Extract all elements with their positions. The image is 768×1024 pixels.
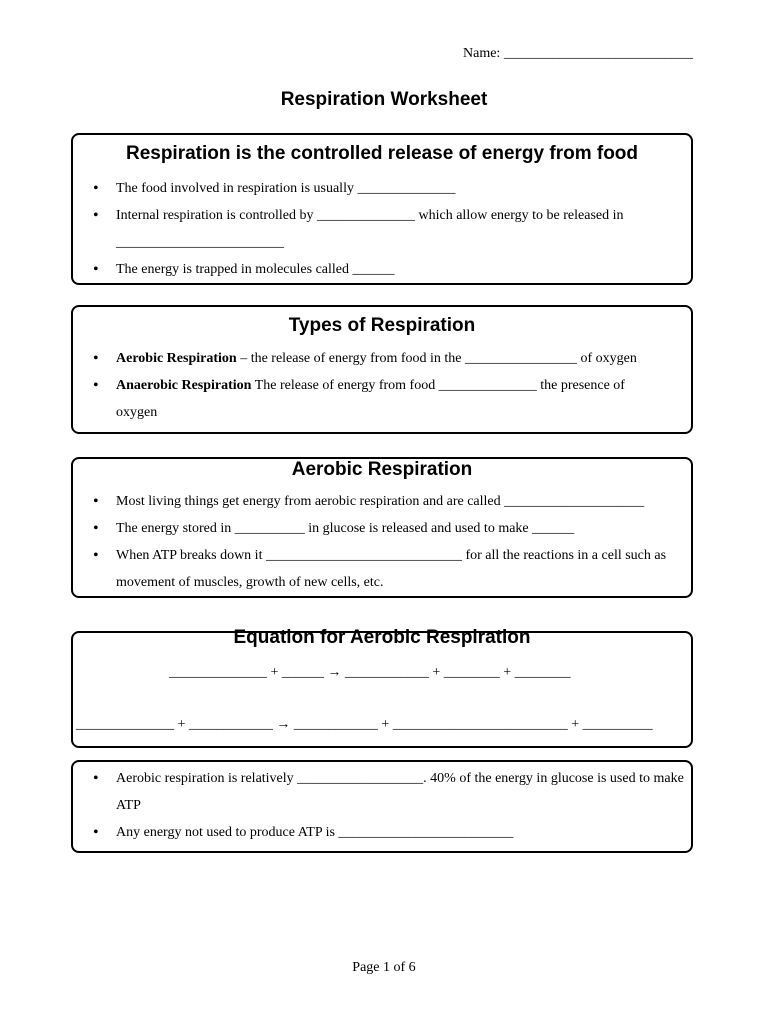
term: Anaerobic Respiration bbox=[116, 378, 252, 393]
list-item: • The energy stored in __________ in glucose is released and used to make ______ bbox=[73, 515, 691, 542]
bullet-list bbox=[73, 345, 691, 426]
section-respiration-definition bbox=[71, 133, 693, 285]
equation-words-line[interactable]: ______________ + ______ → ____________ + ________ + ________ bbox=[169, 665, 571, 680]
bullet-list bbox=[73, 765, 691, 846]
section-title: Types of Respiration bbox=[288, 315, 476, 336]
section-title: Respiration is the controlled release of energy from food bbox=[125, 143, 639, 164]
list-item bbox=[73, 345, 691, 372]
list-item: • The food involved in respiration is usually ______________ bbox=[73, 175, 691, 202]
section-aerobic-respiration bbox=[71, 457, 693, 598]
section-energy-efficiency bbox=[71, 760, 693, 853]
list-item: • When ATP breaks down it ____________________________ for all the reactions in a cell such as movement of muscles, growth of new cells, etc. bbox=[73, 542, 691, 596]
list-item: • The energy is trapped in molecules called ______ bbox=[73, 256, 691, 283]
bullet-list bbox=[73, 488, 691, 596]
list-item: • Internal respiration is controlled by ______________ which allow energy to be released in ________________________ bbox=[73, 202, 691, 256]
page-number: Page 1 of 6 bbox=[352, 960, 416, 975]
bullet-list bbox=[73, 175, 691, 283]
list-item: • Any energy not used to produce ATP is _________________________ bbox=[73, 819, 691, 846]
list-item bbox=[73, 372, 691, 426]
page-title: Respiration Worksheet bbox=[280, 89, 488, 110]
equation-formula-line[interactable]: ______________ + ____________ → ____________ + _________________________ + __________ bbox=[76, 717, 653, 732]
section-title: Equation for Aerobic Respiration bbox=[233, 627, 531, 648]
section-title: Aerobic Respiration bbox=[291, 459, 473, 480]
definition: The release of energy from food ______________ the presence of oxygen bbox=[116, 378, 625, 420]
list-item: • Aerobic respiration is relatively __________________. 40% of the energy in glucose is used to make ATP bbox=[73, 765, 691, 819]
name-field[interactable]: Name: ___________________________ bbox=[463, 46, 693, 61]
definition: – the release of energy from food in the ________________ of oxygen bbox=[236, 351, 637, 366]
section-equation bbox=[71, 627, 693, 748]
term: Aerobic Respiration bbox=[116, 351, 237, 366]
section-types-of-respiration bbox=[71, 305, 693, 434]
list-item: • Most living things get energy from aerobic respiration and are called ____________________ bbox=[73, 488, 691, 515]
